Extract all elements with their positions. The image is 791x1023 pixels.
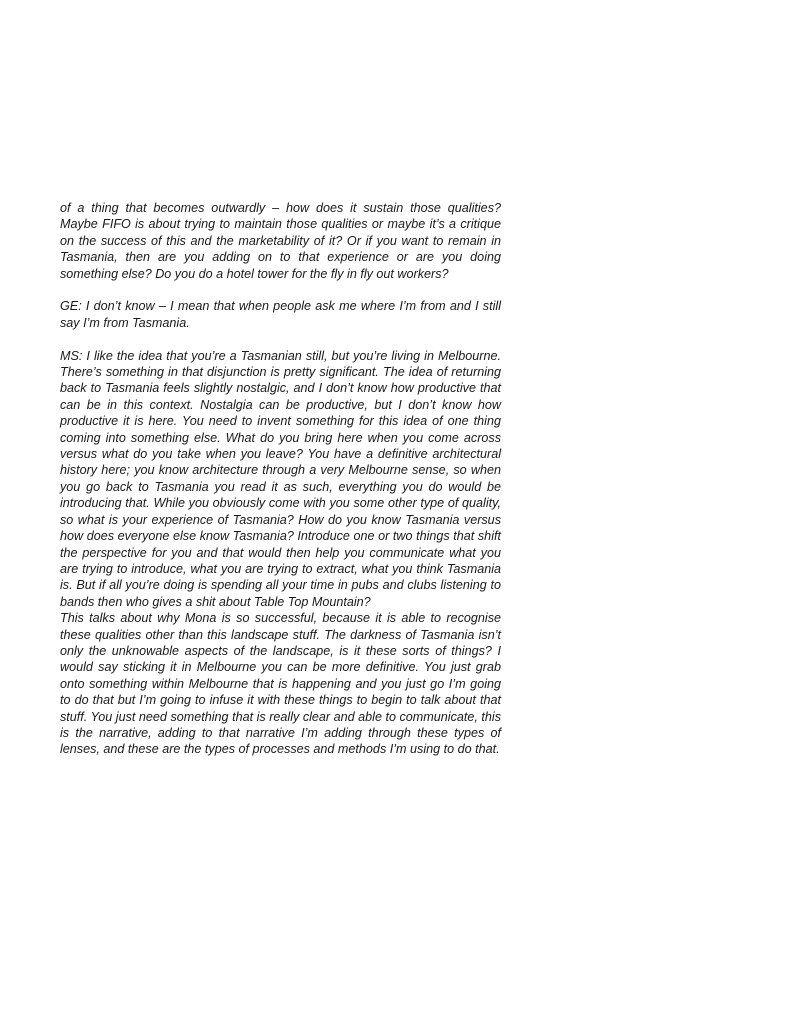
paragraph-ms-response: MS: I like the idea that you’re a Tasmanian still, but you’re living in Melbourne. There’s something in that disjunction is pretty significant. The idea of returning back to Tasmania feels slightly nostalgic, and I don’t know how productive that can be in this context. Nostalgia can be productive, but I don’t know how productive it is here. You need to invent something for this idea of one thing coming into something else. What do you bring here when you come across versus what do you take when you leave? You have a definitive architectural history here; you know architecture through a very Melbourne sense, so when you go back to Tasmania you read it as such, everything you do would be introducing that. While you obviously come with you some other type of quality, so what is your experience of Tasmania? How do you know Tasmania versus how does everyone else know Tasmania? Introduce one or two things that shift the perspective for you and that would then help you communicate what you are trying to introduce, what you are trying to extract, what you think Tasmania is. But if all you’re doing is spending all your time in pubs and clubs listening to bands then who gives a shit about Table Top Mountain? <box>60 348 501 609</box>
paragraph-mona-discussion: This talks about why Mona is so successful, because it is able to recognise these qualities other than this landscape stuff. The darkness of Tasmania isn’t only the unknowable aspects of the landscape, is it these sorts of things? I would say sticking it in Melbourne you can be more definitive. You just grab onto something within Melbourne that is happening and you just go I’m going to do that but I’m going to infuse it with these things to begin to talk about that stuff. You just need something that is really clear and able to communicate, this is the narrative, adding to that narrative I’m adding through these types of lenses, and these are the types of processes and methods I’m using to do that. <box>60 611 501 757</box>
paragraph-spacer <box>60 282 501 298</box>
paragraph-continuation: of a thing that becomes outwardly – how does it sustain those qualities? Maybe FIFO is about trying to maintain those qualities or maybe it’s a critique on the success of this and the marketability of it? Or if you want to remain in Tasmania, then are you adding on to that experience or are you doing something else? Do you do a hotel tower for the fly in fly out workers? <box>60 201 501 281</box>
paragraph-ge-response: GE: I don’t know – I mean that when people ask me where I’m from and I still say I’m from Tasmania. <box>60 299 501 330</box>
body-text <box>60 200 501 758</box>
paragraph-spacer <box>60 331 501 347</box>
